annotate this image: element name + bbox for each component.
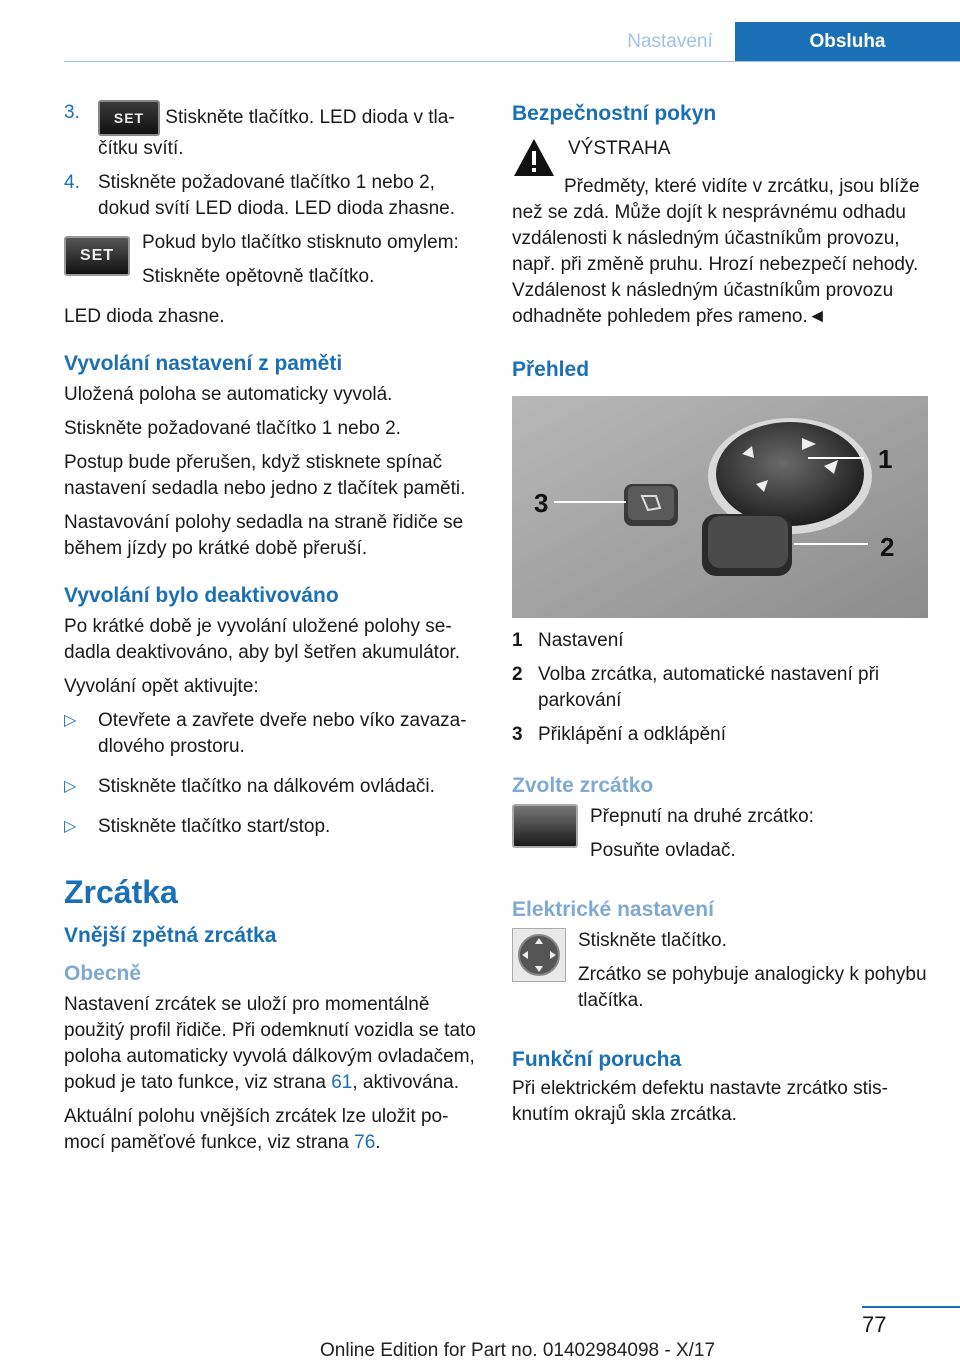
electric-adjust-heading: Elektrické nastavení [512, 898, 714, 921]
overview-heading: Přehled [512, 358, 590, 381]
paragraph: Vyvolání opět aktivujte: [64, 676, 259, 697]
header-tabs [605, 22, 960, 62]
set-button-icon: SET [98, 100, 160, 136]
paragraph: Uložená poloha se automaticky vyvolá. [64, 384, 393, 405]
direction-pad-icon [512, 928, 566, 982]
tab-settings[interactable]: Nastavení [627, 31, 713, 52]
header-rule [64, 61, 960, 62]
page-number: 77 [862, 1312, 887, 1337]
photo-label-1: 1 [878, 444, 893, 474]
legend-item: 3 Přiklápění a odklápění [512, 724, 727, 745]
warning-triangle-icon [512, 136, 556, 180]
step-3 [64, 100, 476, 162]
malfunction-heading: Funkční porucha [512, 1048, 682, 1071]
photo-label-2: 2 [880, 532, 895, 562]
list-item: ▷ Stiskněte tlačítko start/stop. [64, 814, 476, 840]
set-button-icon: SET [64, 236, 130, 276]
mistake-note [64, 230, 476, 298]
select-mirror-block: Přepnutí na druhé zrcátko: Posuňte ovladač. [512, 804, 928, 872]
footer-rule [862, 1306, 960, 1308]
outer-mirrors-heading: Vnější zpětná zrcátka [64, 924, 277, 947]
page-link[interactable]: 76 [354, 1132, 376, 1153]
paragraph: Při elektrickém defektu nastavte zrcátko stisknutím okrajů skla zrcátka. [512, 1078, 888, 1125]
paragraph: Nastavování polohy sedadla na straně řidiče se během jízdy po krátké době přeruší. [64, 512, 464, 559]
warning-title: VÝSTRAHA [568, 138, 671, 159]
legend-item: 2 Volba zrcátka, automatické nastavení při parkování [512, 664, 880, 711]
legend-item: 1 Nastavení [512, 630, 624, 651]
paragraph: Nastavení zrcátek se uloží pro momentálně použitý profil řidiče. Při odemknutí vozidla se tato poloha automaticky vyvolá dálkovým ovladačem, pokud je tato funkce, viz strana 61, aktivována. [64, 994, 476, 1093]
mistake-line: Stiskněte opětovně tlačítko. [142, 266, 375, 287]
select-mirror-heading: Zvolte zrcátko [512, 774, 654, 797]
list-item: ▷ Otevřete a zavřete dveře nebo víko zavazadlového prostoru. [64, 708, 476, 760]
step-number: 3. [64, 102, 80, 123]
mistake-line: Pokud bylo tlačítko stisknuto omylem: [142, 232, 459, 253]
general-heading: Obecně [64, 962, 142, 985]
step-4 [64, 170, 476, 222]
page-link[interactable]: 61 [331, 1072, 353, 1093]
mirror-switch-icon [512, 804, 578, 848]
triangle-bullet-icon: ▷ [64, 778, 77, 795]
step-text: Stiskněte požadované tlačítko 1 nebo 2, dokud svítí LED dioda. LED dioda zhasne. [98, 172, 456, 219]
right-column [512, 100, 928, 1136]
warning-text: Předměty, které vidíte v zrcátku, jsou blíže než se zdá. Může dojít k nesprávnému odhadu vzdálenosti k následným účastníkům provozu, např. při změně pruhu. Hrozí nebezpečí nehody. Vzdálenost k následným účastníkům provozu odhadněte pohledem přes rameno.◄ [512, 176, 920, 327]
mirror-control-photo [512, 396, 928, 618]
step-number: 4. [64, 172, 80, 193]
paragraph: Postup bude přerušen, když stisknete spínač nastavení sedadla nebo jedno z tlačítek paměti. [64, 452, 466, 499]
paragraph: Stiskněte požadované tlačítko 1 nebo 2. [64, 418, 401, 439]
safety-heading: Bezpečnostní pokyn [512, 102, 717, 125]
paragraph: Po krátké době je vyvolání uložené polohy sedadla deaktivováno, aby byl šetřen akumulátor. [64, 616, 461, 663]
electric-adjust-block: Stiskněte tlačítko. Zrcátko se pohybuje analogicky k pohybu tlačítka. [512, 928, 928, 1022]
left-column [64, 100, 476, 1164]
led-off-text: LED dioda zhasne. [64, 306, 225, 327]
tab-operation[interactable]: Obsluha [735, 22, 960, 62]
recall-heading: Vyvolání nastavení z paměti [64, 352, 343, 375]
mirrors-heading: Zrcátka [64, 874, 178, 910]
deactivated-heading: Vyvolání bylo deaktivováno [64, 584, 339, 607]
paragraph: Aktuální polohu vnějších zrcátek lze uložit pomocí paměťové funkce, viz strana 76. [64, 1106, 449, 1153]
list-item: ▷ Stiskněte tlačítko na dálkovém ovládači. [64, 774, 476, 800]
triangle-bullet-icon: ▷ [64, 818, 77, 835]
photo-label-3: 3 [534, 488, 549, 518]
edition-footer: Online Edition for Part no. 01402984098 - X/17 [320, 1340, 716, 1361]
triangle-bullet-icon: ▷ [64, 712, 77, 729]
step-text: Stiskněte tlačítko. LED dioda v tlačítku svítí. [98, 107, 455, 159]
